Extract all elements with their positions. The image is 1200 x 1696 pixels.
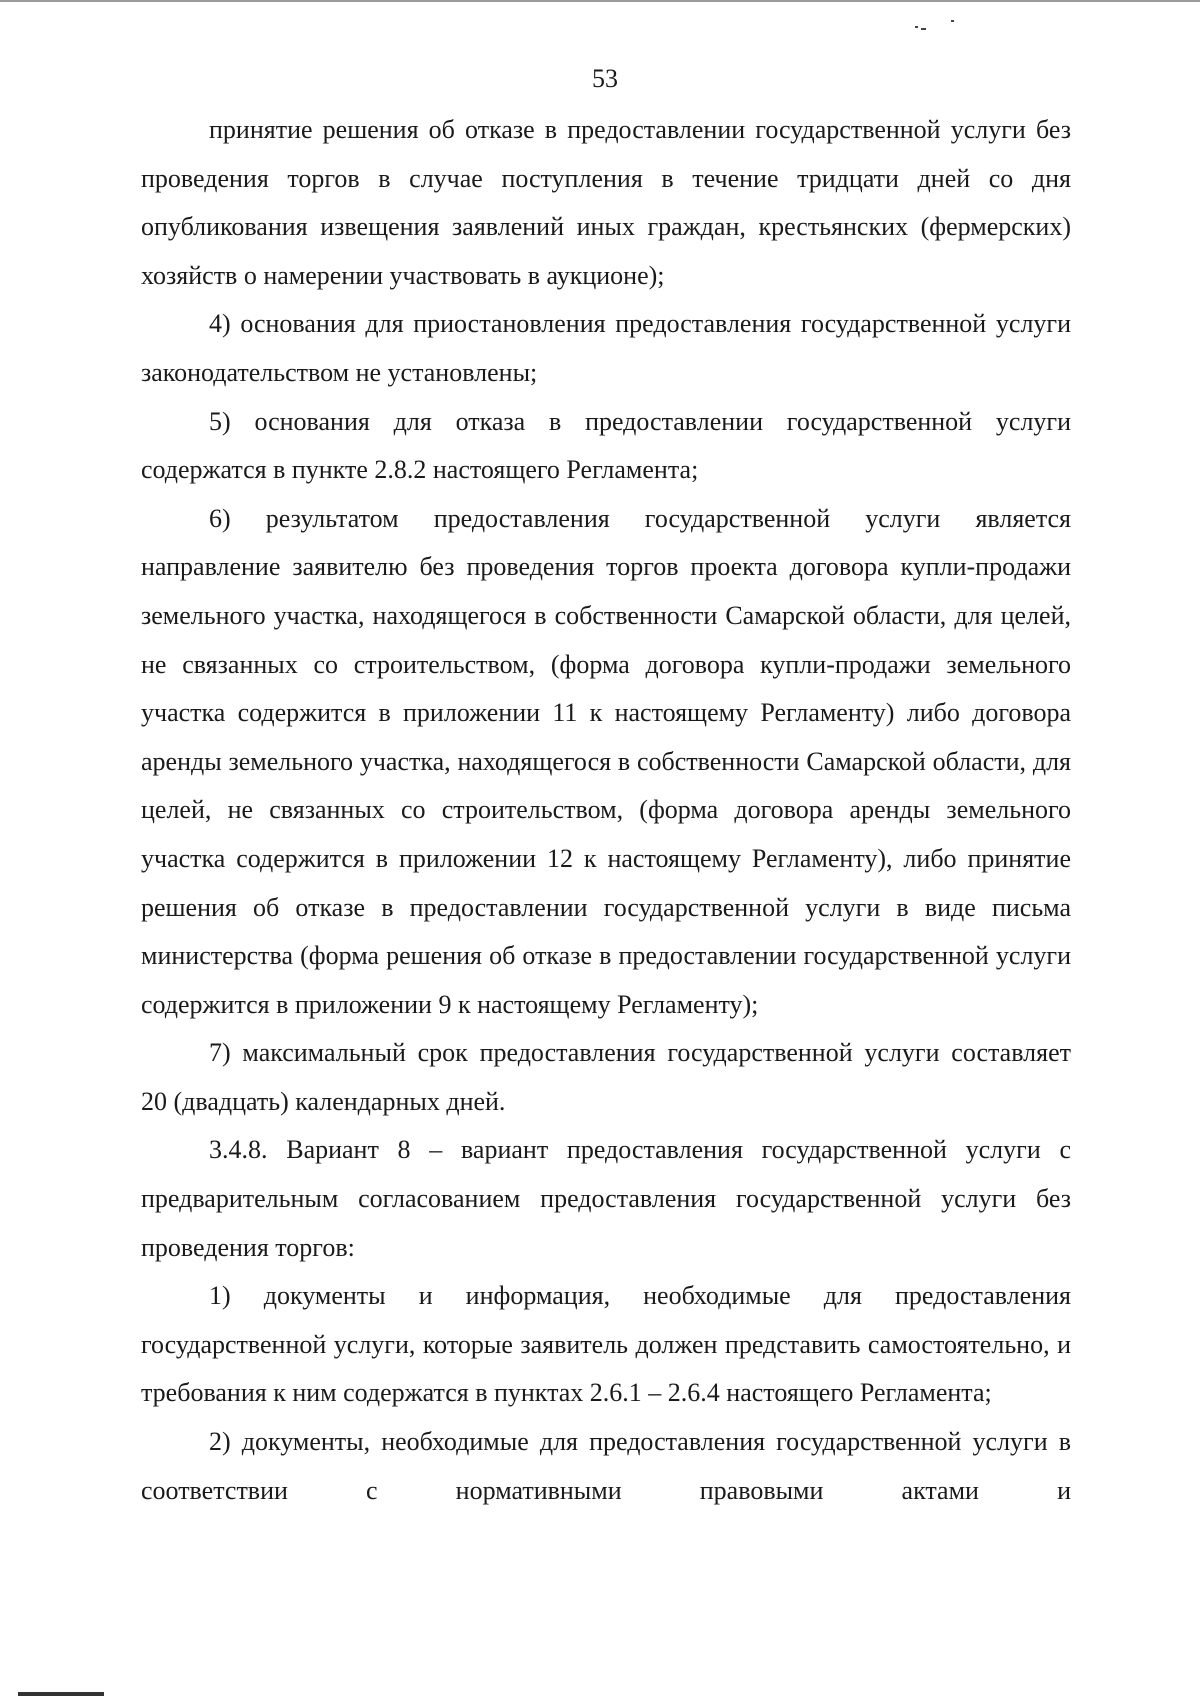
paragraph-item-6: 6) результатом предоставления государственной услуги является направление заявителю без проведения торгов проекта договора купли-продажи земельного участка, находящегося в собственности Самарской области, для целей, не связанных со строительством, (форма договора купли-продажи земельного участка содержится в приложении 11 к настоящему Регламенту) либо договора аренды земельного участка, находящегося в собственности Самарской области, для целей, не связанных со строительством, (форма договора аренды земельного участка содержится в приложении 12 к настоящему Регламенту), либо принятие решения об отказе в предоставлении государственной услуги в виде письма министерства (форма решения об отказе в предоставлении государственной услуги содержится в приложении 9 к настоящему Регламенту); [141,503,1071,1019]
paragraph-subitem-2: 2) документы, необходимые для предоставления государственной услуги в соответствии с нормативными правовыми актами и [141,1427,1071,1505]
paragraph-item-4: 4) основания для приостановления предоставления государственной услуги законодательством не установлены; [141,309,1071,387]
scan-artifact-marks [915,18,955,32]
paragraph-item-5: 5) основания для отказа в предоставлении государственной услуги содержатся в пункте 2.8.2 настоящего Регламента; [141,406,1071,485]
page-number: 53 [592,64,618,93]
paragraph-item-7: 7) максимальный срок предоставления государственной услуги составляет 20 (двадцать) календарных дней. [141,1038,1071,1116]
page-top-edge [0,0,1200,2]
page-bottom-mark [18,1692,104,1696]
paragraph-subitem-1: 1) документы и информация, необходимые для предоставления государственной услуги, которые заявитель должен представить самостоятельно, и требования к ним содержатся в пунктах 2.6.1 – 2.6.4 настоящего Регламента; [141,1281,1071,1408]
paragraph-section-3-4-8: 3.4.8. Вариант 8 – вариант предоставления государственной услуги с предварительным согласованием предоставления государственной услуги без проведения торгов: [141,1135,1071,1262]
paragraph-continuation: принятие решения об отказе в предоставлении государственной услуги без проведения торгов в случае поступления в течение тридцати дней со дня опубликования извещения заявлений иных граждан, крестьянских (фермерских) хозяйств о намерении участвовать в аукционе); [141,115,1071,290]
document-body [141,106,1071,1515]
